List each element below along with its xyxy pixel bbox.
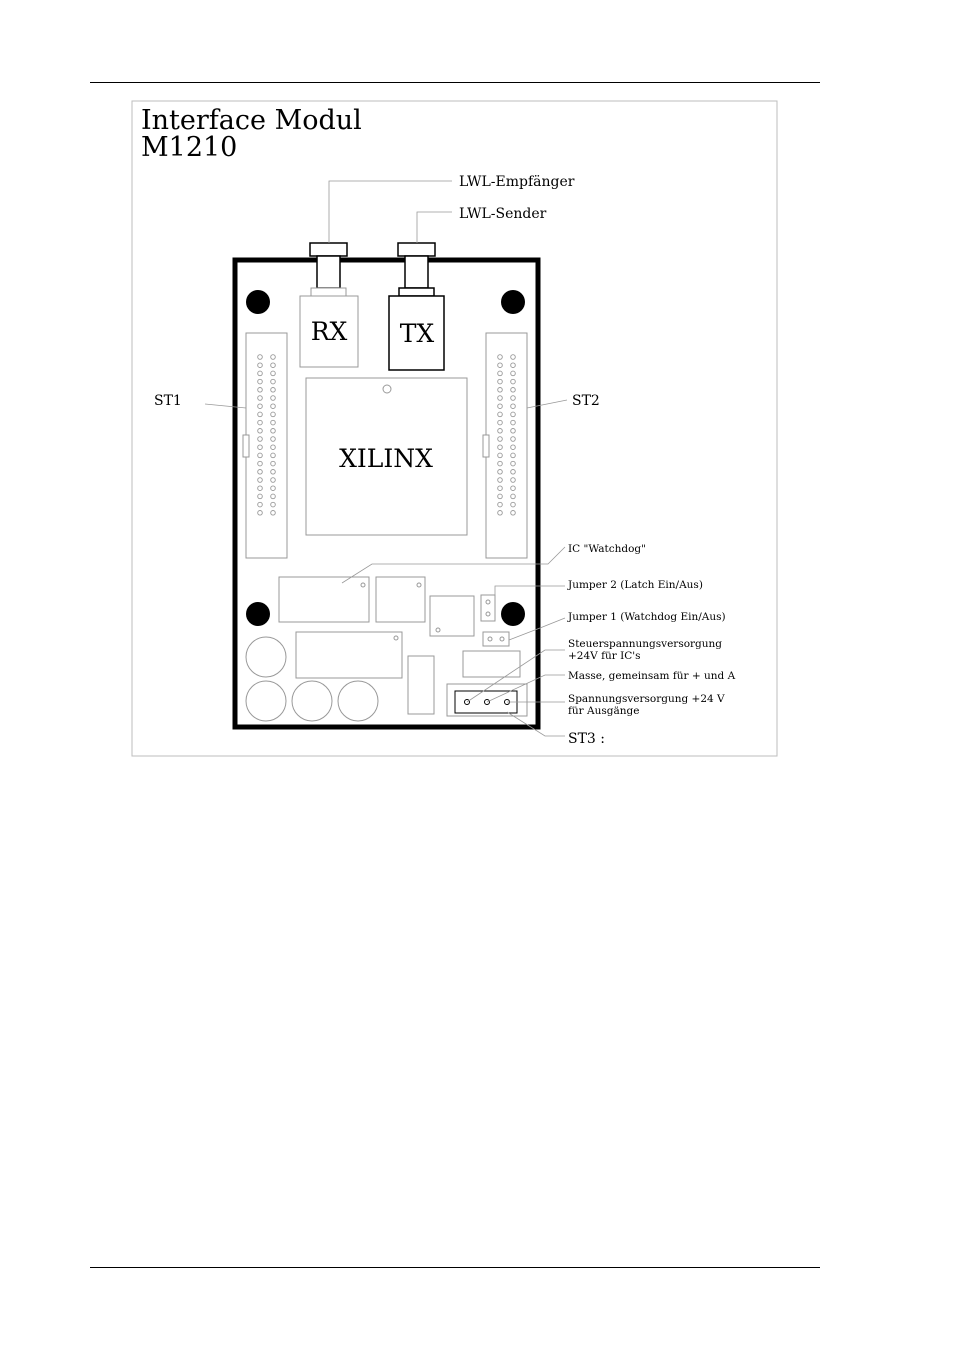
circuit-board (235, 260, 538, 727)
header-pin (271, 371, 276, 376)
title-line-1: Interface Modul (141, 105, 362, 136)
header-pin (498, 478, 503, 483)
jumper-2 (481, 595, 495, 621)
header-pin (511, 404, 516, 409)
capacitor (338, 681, 378, 721)
header-pin (498, 404, 503, 409)
header-pin (498, 437, 503, 442)
xilinx-chip (306, 378, 467, 535)
header-pin (511, 420, 516, 425)
ic-watchdog-label: IC "Watchdog" (568, 543, 646, 555)
header-pin (498, 445, 503, 450)
header-pin (271, 445, 276, 450)
mounting-hole (501, 290, 525, 314)
masse-label: Masse, gemeinsam für + und A (568, 670, 736, 682)
st1-header (243, 333, 287, 558)
header-pin (271, 363, 276, 368)
lwl-sender-label: LWL-Sender (459, 206, 547, 222)
header-pin (498, 355, 503, 360)
header-pin (271, 502, 276, 507)
lwl-empfaenger-label: LWL-Empfänger (459, 174, 575, 190)
figure-frame (132, 101, 777, 756)
header-pin (498, 371, 503, 376)
header-pin (258, 494, 263, 499)
header-pin (258, 388, 263, 393)
header-pin (511, 461, 516, 466)
header-pin (258, 429, 263, 434)
st1-label: ST1 (154, 393, 182, 409)
spannungsversorgung-label-2: für Ausgänge (568, 705, 640, 717)
header-pin (271, 412, 276, 417)
header-pin (258, 412, 263, 417)
header-pin (271, 379, 276, 384)
header-pin (498, 502, 503, 507)
header-pin (271, 437, 276, 442)
header-pin (498, 412, 503, 417)
header-pin (258, 355, 263, 360)
header-pin (271, 494, 276, 499)
jumper-2-label: Jumper 2 (Latch Ein/Aus) (568, 579, 703, 591)
header-pin (271, 478, 276, 483)
header-pin (498, 470, 503, 475)
header-pin (258, 511, 263, 516)
capacitor (246, 637, 286, 677)
header-pin (498, 429, 503, 434)
header-pin (258, 379, 263, 384)
header-pin (498, 363, 503, 368)
header-pin (271, 511, 276, 516)
header-pin (498, 486, 503, 491)
header-pin (511, 412, 516, 417)
header-pin (258, 371, 263, 376)
header-pin (258, 486, 263, 491)
header-pin (271, 420, 276, 425)
st3-label: ST3 : (568, 731, 606, 747)
header-pin (258, 396, 263, 401)
st2-label: ST2 (572, 393, 600, 409)
header-pin (258, 404, 263, 409)
header-pin (511, 453, 516, 458)
header-pin (271, 388, 276, 393)
header-pin (258, 453, 263, 458)
header-pin (271, 404, 276, 409)
jumper-1-label: Jumper 1 (Watchdog Ein/Aus) (568, 611, 726, 623)
header-pin (498, 388, 503, 393)
rx-label: RX (310, 317, 348, 346)
header-pin (498, 379, 503, 384)
component (463, 651, 520, 677)
component (408, 656, 434, 714)
header-pin (258, 478, 263, 483)
header-pin (511, 371, 516, 376)
header-pin (258, 461, 263, 466)
header-pin (271, 355, 276, 360)
watchdog-ic (279, 577, 369, 622)
header-pin (258, 502, 263, 507)
header-pin (511, 388, 516, 393)
header-pin (511, 511, 516, 516)
header-pin (511, 396, 516, 401)
header-pin (258, 437, 263, 442)
component (430, 596, 474, 636)
header-pin (271, 486, 276, 491)
header-pin (511, 494, 516, 499)
header-pin (498, 453, 503, 458)
component (296, 632, 402, 678)
steuerspannung-label-1: Steuerspannungsversorgung (568, 638, 723, 650)
header-pin (271, 453, 276, 458)
header-pin (271, 461, 276, 466)
header-pin (511, 379, 516, 384)
header-pin (511, 355, 516, 360)
header-pin (498, 494, 503, 499)
header-pin (511, 470, 516, 475)
tx-label: TX (399, 319, 435, 348)
header-pin (511, 478, 516, 483)
steuerspannung-label-2: +24V für IC's (568, 650, 641, 662)
title-line-2: M1210 (141, 132, 238, 163)
xilinx-label: XILINX (339, 444, 433, 473)
header-pin (511, 445, 516, 450)
header-pin (258, 363, 263, 368)
header-pin (511, 437, 516, 442)
capacitor (246, 681, 286, 721)
header-pin (498, 511, 503, 516)
header-pin (511, 429, 516, 434)
header-pin (258, 420, 263, 425)
header-pin (498, 420, 503, 425)
header-pin (258, 445, 263, 450)
header-pin (271, 429, 276, 434)
st2-header (483, 333, 527, 558)
header-pin (271, 470, 276, 475)
capacitor (292, 681, 332, 721)
header-pin (271, 396, 276, 401)
header-pin (498, 396, 503, 401)
header-pin (258, 470, 263, 475)
mounting-hole (246, 290, 270, 314)
mounting-hole (501, 602, 525, 626)
spannungsversorgung-label-1: Spannungsversorgung +24 V (568, 693, 725, 705)
mounting-hole (246, 602, 270, 626)
header-pin (498, 461, 503, 466)
jumper-1 (483, 632, 509, 646)
header-pin (511, 486, 516, 491)
header-pin (511, 363, 516, 368)
header-pin (511, 502, 516, 507)
